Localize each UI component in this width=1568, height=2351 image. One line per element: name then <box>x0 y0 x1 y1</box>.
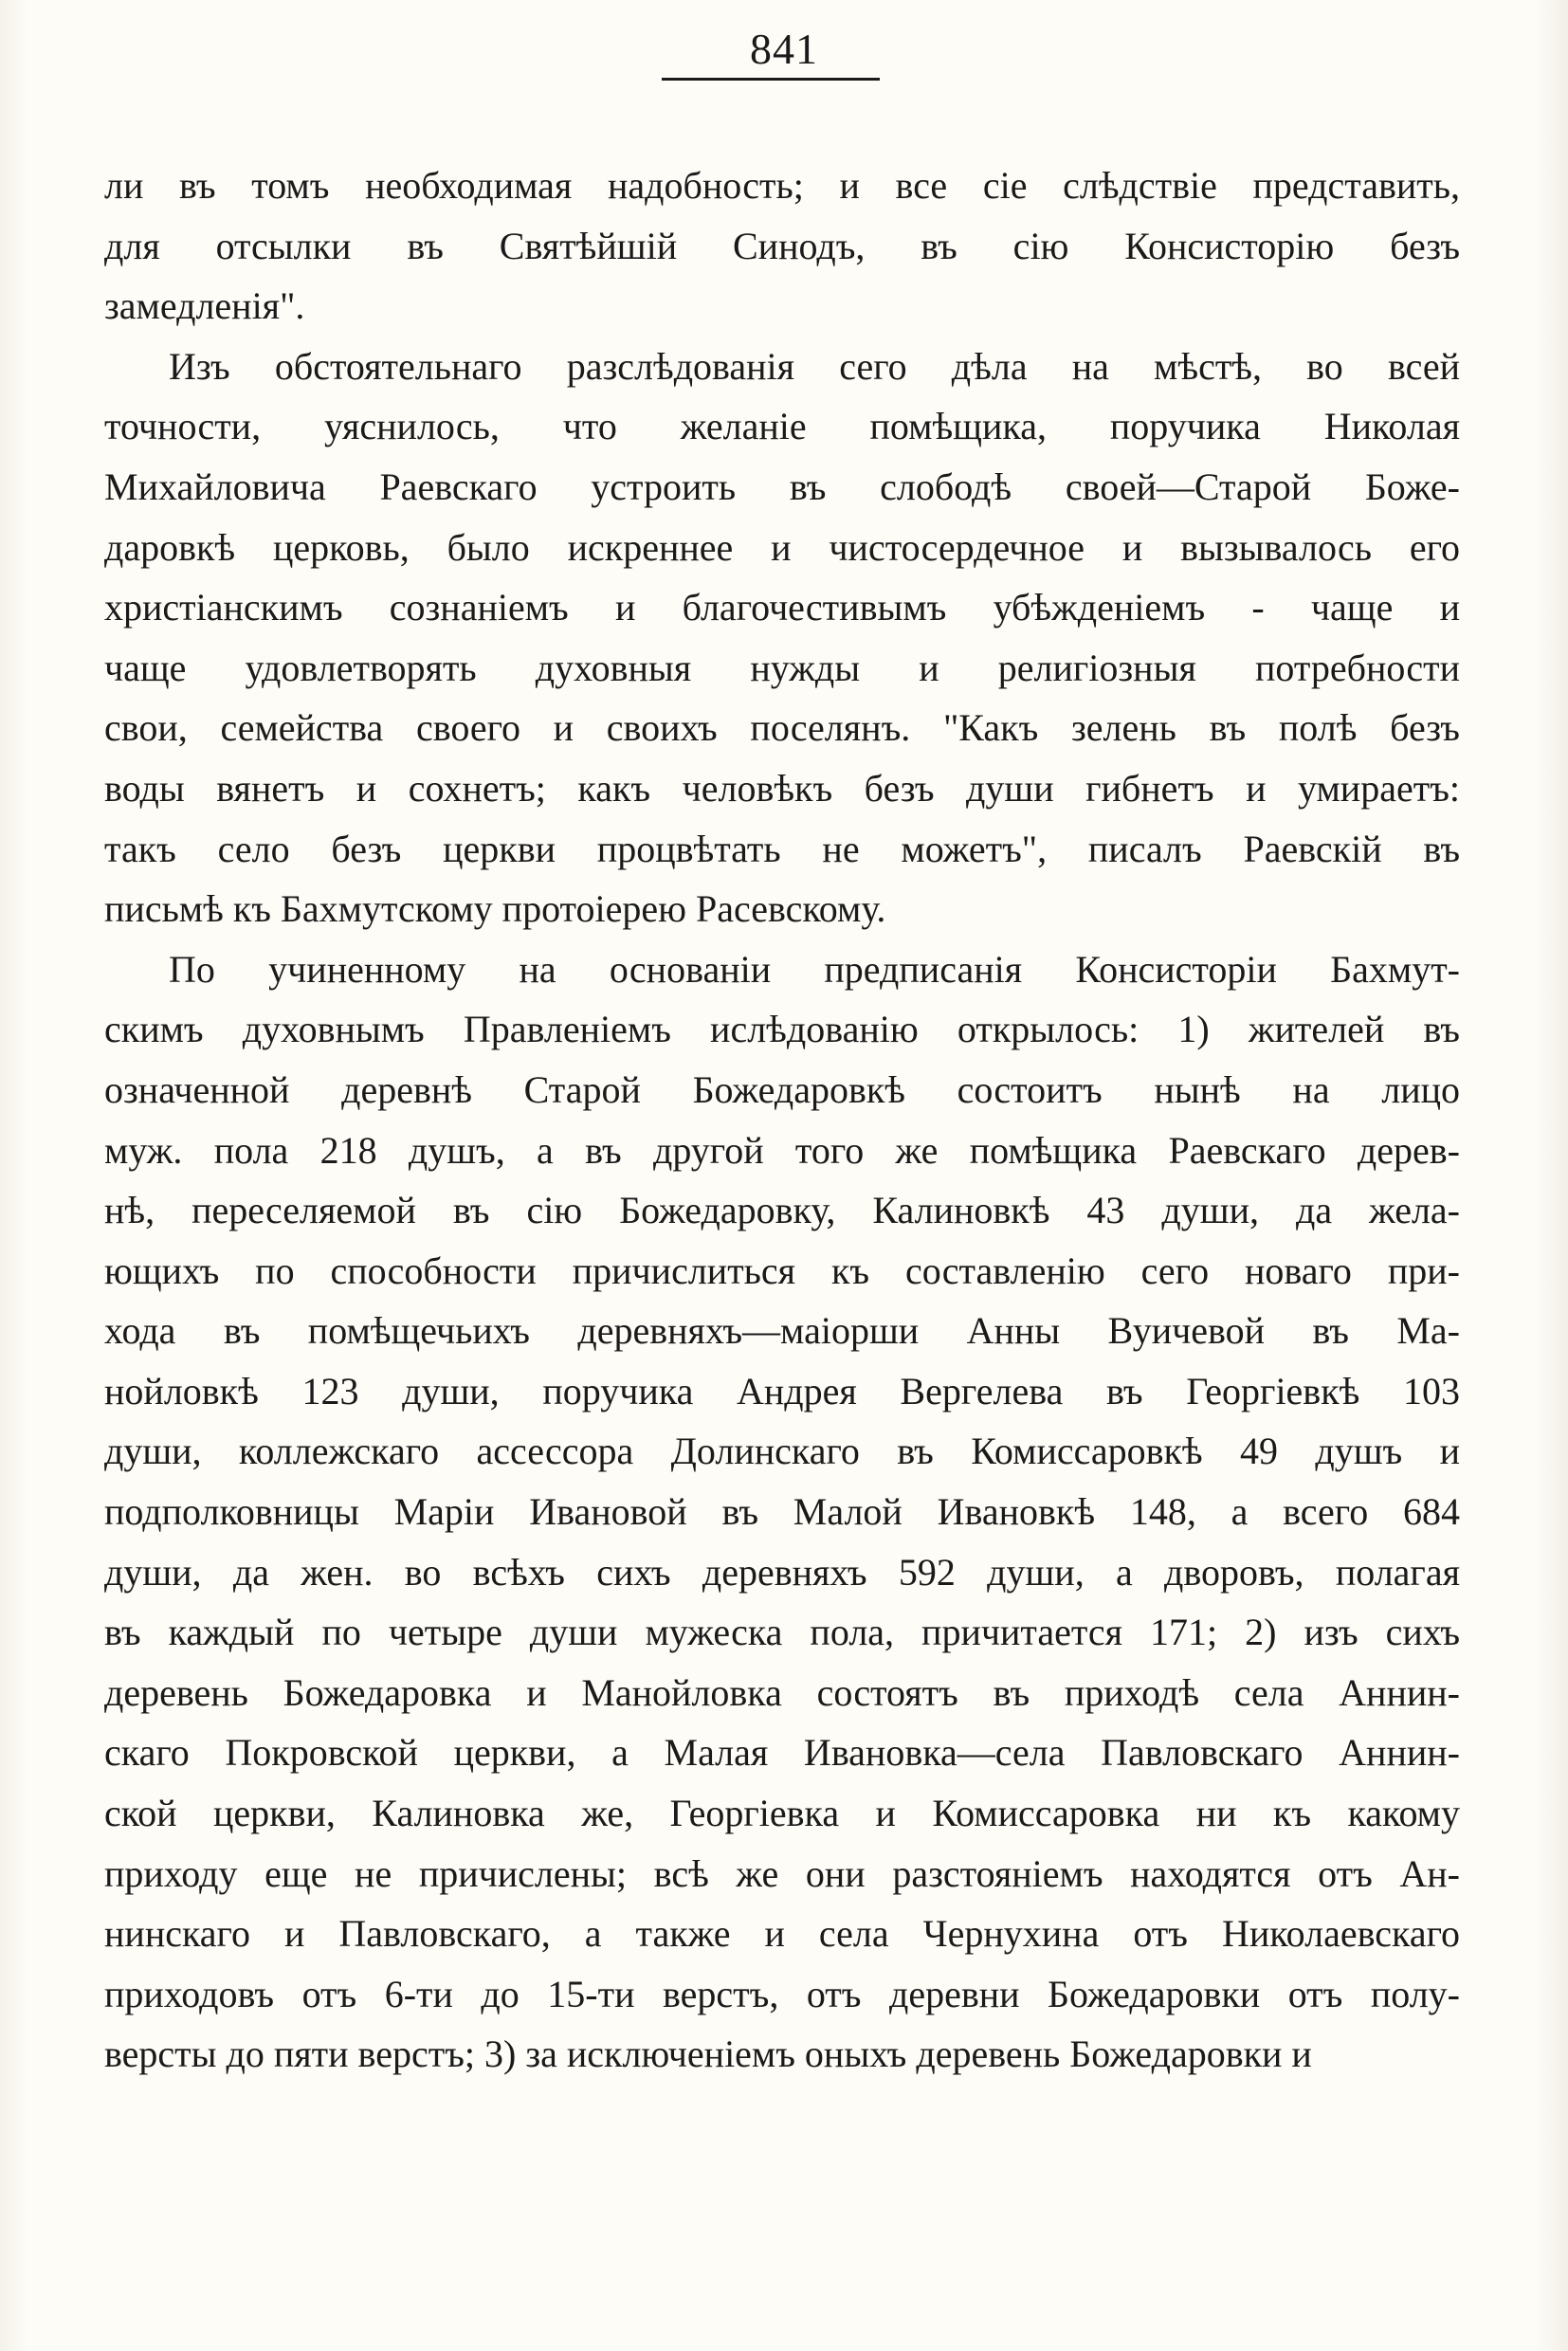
text-line: для отсылки въ Святѣйшiй Синодъ, въ сiю Консисторiю безъ <box>104 224 1460 267</box>
text-line: ли въ томъ необходимая надобность; и все сiе слѣдствiе представить, <box>104 164 1460 207</box>
text-line: нинскаго и Павловскаго, а также и села Чернухина отъ Николаевскаго <box>104 1912 1460 1956</box>
text-line: въ каждый по четыре души мужеска пола, причитается 171; 2) изъ сихъ <box>104 1611 1460 1654</box>
text-line: такъ село безъ церкви процвѣтать не можетъ", писалъ Раевскiй въ <box>104 827 1460 870</box>
text-line: версты до пяти верстъ; 3) за исключенiемъ оныхъ деревень Божедаровки и <box>104 2032 1312 2076</box>
text-line: означенной деревнѣ Старой Божедаровкѣ состоитъ нынѣ на лицо <box>104 1067 1460 1111</box>
text-line: христiанскимъ сознанiемъ и благочестивымъ убѣжденiемъ - чаще и <box>104 586 1460 629</box>
text-line: Михайловича Раевскаго устроить въ слободѣ своей—Старой Боже- <box>104 465 1460 508</box>
text-line: замедленiя". <box>104 284 305 328</box>
text-line: нойловкѣ 123 души, поручика Андрея Вергелева въ Георгiевкѣ 103 <box>104 1369 1460 1412</box>
text-line: скаго Покровской церкви, а Малая Ивановка—села Павловскаго Аннин- <box>104 1731 1460 1775</box>
text-line: ющихъ по способности причислиться къ составленiю сего новаго при- <box>104 1248 1460 1292</box>
text-line: души, да жен. во всѣхъ сихъ деревняхъ 592 души, а дворовъ, полагая <box>104 1550 1460 1594</box>
page-number: 841 <box>750 25 818 73</box>
text-line: души, коллежскаго ассессора Долинскаго въ Комиссаровкѣ 49 душъ и <box>104 1430 1460 1473</box>
page-number-rule <box>662 78 880 81</box>
text-line: нѣ, переселяемой въ сiю Божедаровку, Калиновкѣ 43 души, да жела- <box>104 1189 1460 1232</box>
text-line: воды вянетъ и сохнетъ; какъ человѣкъ безъ души гибнетъ и умираетъ: <box>104 766 1460 810</box>
text-line: даровкѣ церковь, было искреннее и чистосердечное и вызывалось его <box>104 525 1460 569</box>
text-line: скимъ духовнымъ Правленiемъ ислѣдованiю открылось: 1) жителей въ <box>104 1008 1460 1051</box>
body-text <box>104 155 1460 2085</box>
paragraph <box>104 337 1460 939</box>
paragraph <box>104 939 1460 2085</box>
text-line: деревень Божедаровка и Манойловка состоятъ въ приходѣ села Аннин- <box>104 1670 1460 1714</box>
text-line: Изъ обстоятельнаго разслѣдованiя сего дѣла на мѣстѣ, во всей <box>169 344 1460 388</box>
paragraph <box>104 155 1460 337</box>
text-line: ской церкви, Калиновка же, Георгiевка и Комиссаровка ни къ какому <box>104 1792 1460 1835</box>
text-line: письмѣ къ Бахмутскому протоiерею Расевскому. <box>104 887 886 931</box>
text-line: По учиненному на основанiи предписанiя Консисторiи Бахмут- <box>169 947 1460 991</box>
text-line: хода въ помѣщечьихъ деревняхъ—маiорши Анны Вуичевой въ Ма- <box>104 1309 1460 1353</box>
text-line: муж. пола 218 душъ, а въ другой того же помѣщика Раевскаго дерев- <box>104 1128 1460 1172</box>
text-line: приходовъ отъ 6-ти до 15-ти верстъ, отъ деревни Божедаровки отъ полу- <box>104 1972 1460 2015</box>
text-line: чаще удовлетворять духовныя нужды и религiозныя потребности <box>104 646 1460 689</box>
text-line: свои, семейства своего и своихъ поселянъ. "Какъ зелень въ полѣ безъ <box>104 706 1460 750</box>
text-line: точности, уяснилось, что желанiе помѣщика, поручика Николая <box>104 405 1460 448</box>
text-line: приходу еще не причислены; всѣ же они разстоянiемъ находятся отъ Ан- <box>104 1851 1460 1895</box>
text-line: подполковницы Марiи Ивановой въ Малой Ивановкѣ 148, а всего 684 <box>104 1490 1460 1534</box>
